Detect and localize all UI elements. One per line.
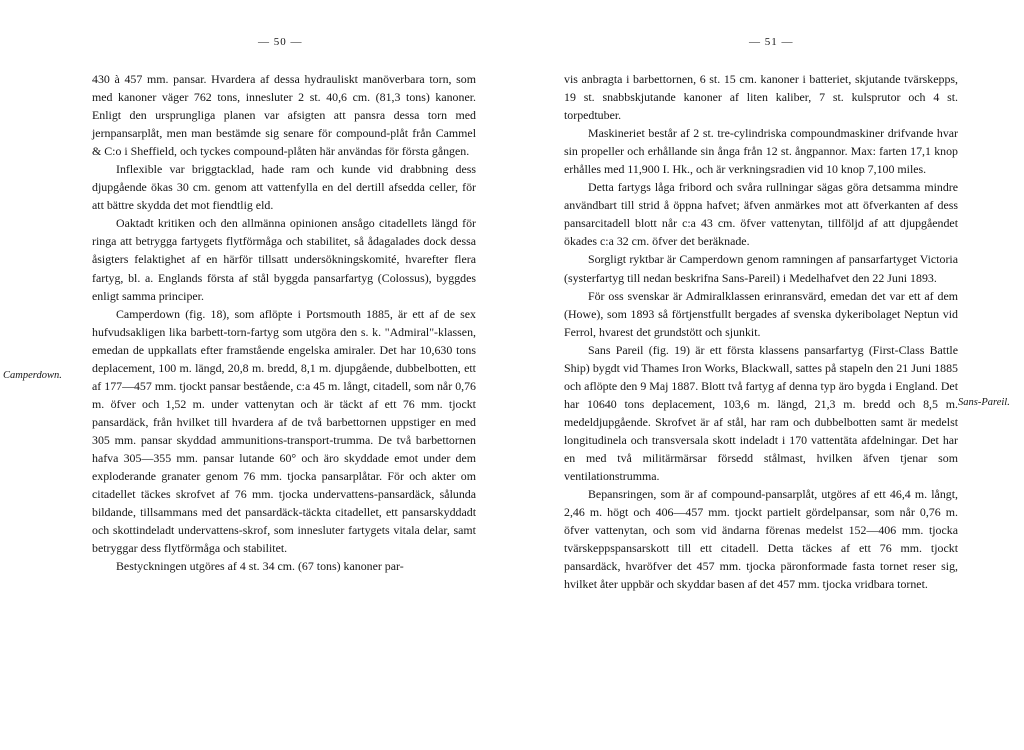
page-number-left: — 50 —	[258, 36, 303, 48]
paragraph: Maskineriet består af 2 st. tre-cylindriska compoundmaskiner drifvande hvar sin propeller och erhållande sin ånga från 12 st. ångpannor. Max: farten 17,1 knop erhålles med 11,900 I. Hk., och är verkningsradien vid 10 knop 7,100 miles.	[564, 126, 958, 177]
paragraph: Bestyckningen utgöres af 4 st. 34 cm. (67 tons) kanoner par-	[116, 559, 404, 574]
paragraph: Bepansringen, som är af compound-pansarplåt, utgöres af ett 46,4 m. långt, 2,46 m. högt och 406—457 mm. tjockt partielt gördelpansar, som når 0,76 m. öfver vattenytan, och som vid ändarna förenas medelst 152—406 mm. tjocka tvärskeppspansarskott till ett citadell. Detta täckes af ett 76 mm. tjockt pansardäck, hvaröfver det 457 mm. tjocka päronformade fasta tornet reser sig, hvilket åter uppbär och skyddar basen af det 457 mm. tjocka vridbara tornet.	[564, 487, 958, 592]
paragraph: Sans Pareil (fig. 19) är ett första klassens pansarfartyg (First-Class Battle Ship) bygdt vid Thames Iron Works, Blackwall, sattes på stapeln den 21 Juni 1885 och aflöpte den 9 Maj 1887. Blott två fartyg af denna typ äro bygda i England. Det har 10640 tons deplacement, 103,6 m. längd, 21,3 m. bredd och 8,5 m. medeldjupgående. Skrofvet är af stål, har ram och dubbelbotten samt är medelst longitudinela och transversala skott indeladt i 170 vattentäta afdelningar. Det har en med två militärmärsar försedd stålmast, hvilken äfven tjenar som ventilationstrumma.	[564, 342, 958, 484]
paragraph: Detta fartygs låga fribord och svåra rullningar sägas göra detsamma mindre användbart till strid å öppna hafvet; äfven anmärkes mot att öfverkanten af dess pansarcitadell blott når c:a 43 cm. öfver vattenytan, tillföljd af att djupgåendet ökades c:a 32 cm. öfver det beräknade.	[564, 180, 958, 249]
page-number-right: — 51 —	[749, 36, 794, 48]
paragraph: Sorgligt ryktbar är Camperdown genom ramningen af pansarfartyget Victoria (systerfartyg till nedan beskrifna Sans-Pareil) i Medelhafvet den 22 Juni 1893.	[564, 252, 958, 285]
paragraph: vis anbragta i barbettornen, 6 st. 15 cm. kanoner i batteriet, skjutande tvärskepps, 19 st. snabbskjutande kanoner af liten kaliber, 7 st. kulsprutor och 4 st. torpedtuber.	[564, 72, 958, 123]
paragraph: Camperdown (fig. 18), som aflöpte i Portsmouth 1885, är ett af de sex hufvudsakligen lika barbett-torn-fartyg som utgöra den s. k. "Admiral"-klassen, emedan de uppkallats efter framstående engelska amiraler. Det har 10,630 tons deplacement, 100 m. längd, 20,8 m. bredd, 8,1 m. djupgående, dubbelbotten, ett af 177—457 mm. tjockt pansar bestående, c:a 45 m. långt, citadell, som når 0,76 m. öfver och 1,52 m. under vattenytan och är täckt af ett 76 mm. tjockt pansardäck, från hvilket till hvardera af de två barbettornen uppstiger en med 305 mm. pansar skyddad ammunitions-transport-trumma. De två barbettornen hafva 305—355 mm. pansar lutande 60° och äro skyddade emot under dem exploderande granater genom 76 mm. tjocka pansarplåtar. För och akter om citadellet täckes skrofvet af 76 mm. tjocka undervattens-pansardäck, sålunda bildande, tillsammans med det pansardäck-täckta citadellet, ett pansarskyddadt och skottindeladt undervattens-skrof, som innesluter fartygets vitala delar, samt betryggar dess flytförmåga och stabilitet.	[92, 306, 476, 556]
margin-note-sans-pareil: Sans-Pareil.	[958, 397, 1010, 408]
paragraph: Inflexible var briggtacklad, hade ram och kunde vid drabbning dess djupgående ökas 30 cm. genom att vattenfylla en del dertill afsedda celler, för att bättre skydda det mot fiendtlig eld.	[92, 162, 476, 213]
right-text-column	[564, 70, 958, 593]
margin-note-camperdown: Camperdown.	[3, 370, 62, 381]
left-text-column	[92, 70, 476, 575]
paragraph: 430 à 457 mm. pansar. Hvardera af dessa hydrauliskt manöverbara torn, som med kanoner väger 762 tons, innesluter 2 st. 40,6 cm. (81,3 tons) kanoner. Enligt den ursprungliga planen var afsigten att pansra dessa torn med jernpansarplåt, men man bestämde sig senare för compound-plåt från Cammel & C:o i Sheffield, och tyckes compound-plåten här användas för första gången.	[92, 72, 476, 159]
paragraph: Oaktadt kritiken och den allmänna opinionen ansågo citadellets längd för ringa att betrygga fartygets flytförmåga och stabilitet, så ådagalades dock dessa åsigters felaktighet af en härför tillsatt undersökningskomité, hvarefter flera fartyg, bl. a. Englands första af stål byggda pansarfartyg (Colossus), byggdes enligt samma principer.	[92, 216, 476, 303]
right-page	[512, 0, 1024, 750]
paragraph: För oss svenskar är Admiralklassen erinransvärd, emedan det var ett af dem (Howe), som 1893 så förtjenstfullt bergades af svenska dykeribolaget Neptun vid Ferrol, hvarest det grundstött och sjunkit.	[564, 288, 958, 339]
